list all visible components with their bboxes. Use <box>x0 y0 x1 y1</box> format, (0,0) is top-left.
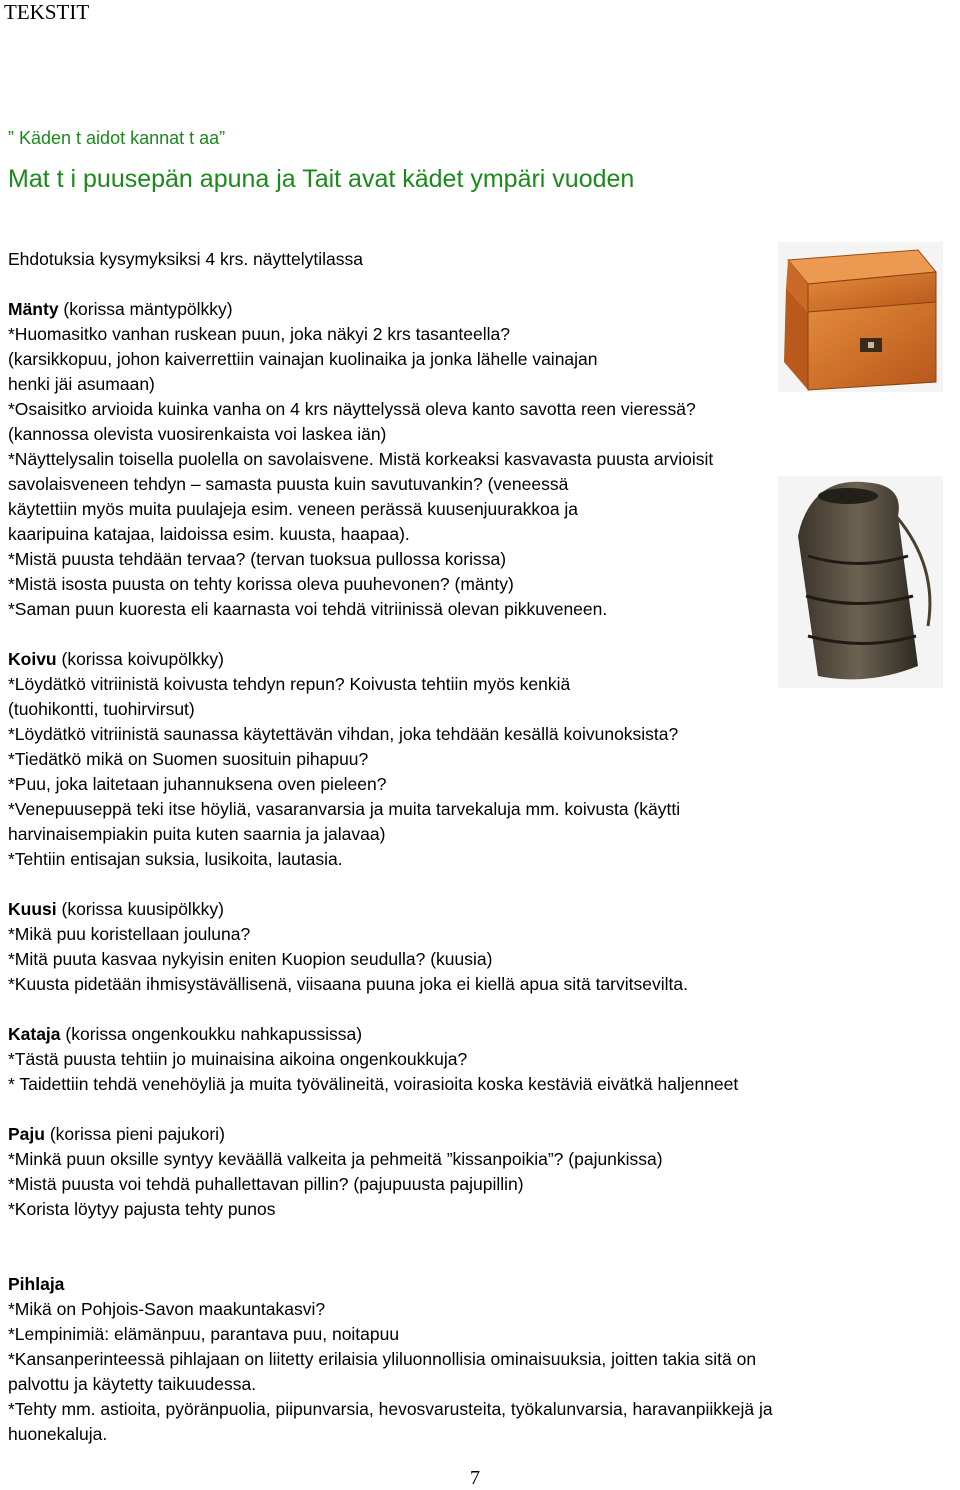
text-line: savolaisveneen tehdyn – samasta puusta kuin savutuvankin? (veneessä <box>8 474 569 494</box>
section-name: Kuusi <box>8 899 57 919</box>
text-line: *Tästä puusta tehtiin jo muinaisina aikoina ongenkoukkuja? <box>8 1049 468 1069</box>
text-line: *Löydätkö vitriinistä koivusta tehdyn repun? Koivusta tehtiin myös kenkiä <box>8 674 571 694</box>
text-line: *Huomasitko vanhan ruskean puun, joka näkyi 2 krs tasanteella? <box>8 324 510 344</box>
text-line: *Mistä puusta tehdään tervaa? (tervan tuoksua pullossa korissa) <box>8 549 507 569</box>
subtitle: ” Käden t aidot kannat t aa” <box>8 128 226 148</box>
section-heading-koivu <box>8 647 958 672</box>
text-line: *Näyttelysalin toisella puolella on savolaisvene. Mistä korkeaksi kasvavasta puusta arvioisit <box>8 449 714 469</box>
text-line: *Osaisitko arvioida kuinka vanha on 4 krs näyttelyssä oleva kanto savotta reen vieressä? <box>8 399 696 419</box>
text-line: *Mikä on Pohjois-Savon maakuntakasvi? <box>8 1299 326 1319</box>
section-name: Koivu <box>8 649 57 669</box>
text-line: *Kuusta pidetään ihmisystävällisenä, viisaana puuna joka ei kiellä apua sitä tarvitsevilta. <box>8 974 688 994</box>
text-line: *Mistä isosta puusta on tehty korissa oleva puuhevonen? (mänty) <box>8 574 514 594</box>
text-line: käytettiin myös muita puulajeja esim. veneen perässä kuusenjuurakkoa ja <box>8 499 579 519</box>
section-heading-kuusi <box>8 897 958 922</box>
text-line: henki jäi asumaan) <box>8 374 155 394</box>
text-line: *Löydätkö vitriinistä saunassa käytettävän vihdan, joka tehdään kesällä koivunoksista? <box>8 724 679 744</box>
text-line: (tuohikontti, tuohirvirsut) <box>8 699 195 719</box>
section-name: Pihlaja <box>8 1274 65 1294</box>
text-line: *Saman puun kuoresta eli kaarnasta voi tehdä vitriinissä olevan pikkuveneen. <box>8 599 608 619</box>
section-heading-pihlaja <box>8 1272 958 1297</box>
text-line: *Mitä puuta kasvaa nykyisin eniten Kuopion seudulla? (kuusia) <box>8 949 493 969</box>
page-number: 7 <box>470 1467 480 1489</box>
section-name: Kataja <box>8 1024 61 1044</box>
text-line: (karsikkopuu, johon kaiverrettiin vainajan kuolinaika ja jonka lähelle vainajan <box>8 349 598 369</box>
text-line: huonekaluja. <box>8 1424 108 1444</box>
text-line: *Lempinimiä: elämänpuu, parantava puu, noitapuu <box>8 1324 400 1344</box>
section-note: (korissa pieni pajukori) <box>44 1124 225 1144</box>
text-line: (kannossa olevista vuosirenkaista voi laskea iän) <box>8 424 387 444</box>
text-line: *Venepuuseppä teki itse höyliä, vasaranvarsia ja muita tarvekaluja mm. koivusta (käytti <box>8 799 681 819</box>
section-name: Mänty <box>8 299 59 319</box>
text-line: * Taidettiin tehdä venehöyliä ja muita työvälineitä, voirasioita koska kestäviä eivätkä haljenneet <box>8 1074 739 1094</box>
section-heading-paju <box>8 1122 958 1147</box>
text-line: kaaripuina katajaa, laidoissa esim. kuusta, haapaa). <box>8 524 410 544</box>
section-note: (korissa kuusipölkky) <box>56 899 224 919</box>
section-note: (korissa ongenkoukku nahkapussissa) <box>60 1024 363 1044</box>
section-heading-kataja <box>8 1022 958 1047</box>
page-title: Mat t i puusepän apuna ja Tait avat kädet ympäri vuoden <box>8 165 635 193</box>
section-heading-manty <box>8 297 958 322</box>
section-name: Paju <box>8 1124 45 1144</box>
section-note: (korissa mäntypölkky) <box>58 299 233 319</box>
section-note: (korissa koivupölkky) <box>56 649 224 669</box>
text-line: *Tiedätkö mikä on Suomen suosituin pihapuu? <box>8 749 369 769</box>
text-line: *Mistä puusta voi tehdä puhallettavan pillin? (pajupuusta pajupillin) <box>8 1174 524 1194</box>
intro-text: Ehdotuksia kysymyksiksi 4 krs. näyttelytilassa <box>8 249 363 269</box>
text-line: *Tehtiin entisajan suksia, lusikoita, lautasia. <box>8 849 343 869</box>
text-line: *Puu, joka laitetaan juhannuksena oven pieleen? <box>8 774 387 794</box>
text-line: *Korista löytyy pajusta tehty punos <box>8 1199 276 1219</box>
text-line: *Tehty mm. astioita, pyöränpuolia, piipunvarsia, hevosvarusteita, työkalunvarsia, haravanpiikkejä ja <box>8 1399 773 1419</box>
document-body <box>8 247 958 1447</box>
text-line: *Minkä puun oksille syntyy keväällä valkeita ja pehmeitä ”kissanpoikia”? (pajunkissa) <box>8 1149 663 1169</box>
text-line: palvottu ja käytetty taikuudessa. <box>8 1374 257 1394</box>
text-line: *Mikä puu koristellaan jouluna? <box>8 924 251 944</box>
text-line: harvinaisempiakin puita kuten saarnia ja jalavaa) <box>8 824 386 844</box>
document-header: TEKSTIT <box>4 0 90 24</box>
text-line: *Kansanperinteessä pihlajaan on liitetty erilaisia yliluonnollisia ominaisuuksia, joitten takia sitä on <box>8 1349 757 1369</box>
